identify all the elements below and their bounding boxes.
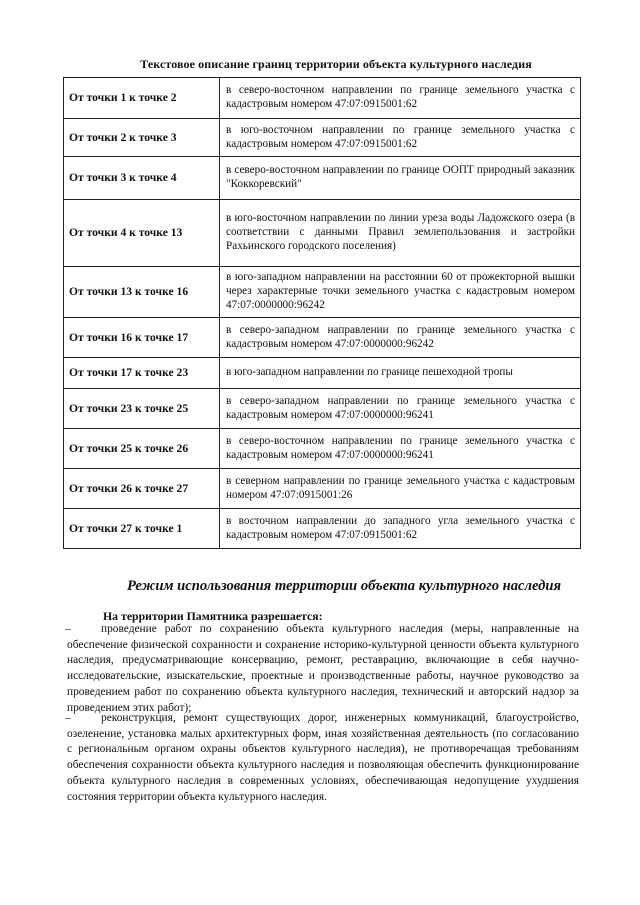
row-from-label: От точки 25 к точке 26 <box>64 429 220 469</box>
regime-item <box>67 622 579 716</box>
row-from-label: От точки 16 к точке 17 <box>64 318 220 358</box>
table-row <box>64 358 581 389</box>
dash-marker: – <box>65 623 71 635</box>
row-description: в юго-западном направлении на расстоянии 60 от прожекторной вышки через характерные точки земельного участка с кадастровым номером 47:07:0000000:96242 <box>220 267 581 318</box>
table-row <box>64 267 581 318</box>
table-row <box>64 119 581 157</box>
row-description: в северном направлении по границе земельного участка с кадастровым номером 47:07:0915001:26 <box>220 469 581 509</box>
row-from-label: От точки 23 к точке 25 <box>64 389 220 429</box>
regime-subheading: На территории Памятника разрешается: <box>103 609 323 623</box>
table-row <box>64 157 581 200</box>
dash-marker: – <box>65 712 71 724</box>
row-description: в юго-западном направлении по границе пешеходной тропы <box>220 358 581 389</box>
regime-title: Режим использования территории объекта культурного наследия <box>126 578 562 594</box>
row-from-label: От точки 27 к точке 1 <box>64 509 220 549</box>
row-description: в северо-восточном направлении по границе ООПТ природный заказник "Коккоревский" <box>220 157 581 200</box>
boundaries-table <box>63 77 581 549</box>
row-from-label: От точки 17 к точке 23 <box>64 358 220 389</box>
table-row <box>64 318 581 358</box>
table-row <box>64 78 581 119</box>
row-description: в северо-западном направлении по границе земельного участка с кадастровым номером 47:07:0000000:96242 <box>220 318 581 358</box>
row-description: в восточном направлении до западного угла земельного участка с кадастровым номером 47:07:0915001:62 <box>220 509 581 549</box>
row-from-label: От точки 13 к точке 16 <box>64 267 220 318</box>
row-from-label: От точки 1 к точке 2 <box>64 78 220 119</box>
boundaries-heading: Текстовое описание границ территории объекта культурного наследия <box>140 57 532 71</box>
table-row <box>64 429 581 469</box>
row-from-label: От точки 2 к точке 3 <box>64 119 220 157</box>
row-from-label: От точки 26 к точке 27 <box>64 469 220 509</box>
regime-item <box>67 711 579 805</box>
row-description: в северо-западном направлении по границе земельного участка с кадастровым номером 47:07:0000000:96241 <box>220 389 581 429</box>
row-description: в юго-восточном направлении по границе земельного участка с кадастровым номером 47:07:0915001:62 <box>220 119 581 157</box>
table-row <box>64 509 581 549</box>
table-row <box>64 200 581 267</box>
table-row <box>64 389 581 429</box>
row-description: в северо-восточном направлении по границе земельного участка с кадастровым номером 47:07:0915001:62 <box>220 78 581 119</box>
row-description: в северо-восточном направлении по границе земельного участка с кадастровым номером 47:07:0000000:96241 <box>220 429 581 469</box>
row-from-label: От точки 3 к точке 4 <box>64 157 220 200</box>
row-from-label: От точки 4 к точке 13 <box>64 200 220 267</box>
table-row <box>64 469 581 509</box>
regime-item-text: проведение работ по сохранению объекта культурного наследия (меры, направленные на обеспечение физической сохранности и сохранение историко-культурной ценности объекта культурного наследия, предусматривающие консервацию, ремонт, реставрацию, включающие в себя научно-исследовательские, изыскательские, проектные и производственные работы, научное руководство за проведением работ по сохранению объекта культурного наследия, технический и авторский надзор за проведением этих работ); <box>67 623 579 714</box>
regime-item-text: реконструкция, ремонт существующих дорог, инженерных коммуникаций, благоустройство, озеленение, установка малых архитектурных форм, иная хозяйственная деятельность (по согласованию с региональным органом охраны объектов культурного наследия), не противоречащая требованиям обеспечения сохранности объекта культурного наследия и позволяющая обеспечить функционирование объекта культурного наследия в современных условиях, обеспечивающая недопущение ухудшения состояния территории объекта культурного наследия. <box>67 712 579 803</box>
row-description: в юго-восточном направлении по линии уреза воды Ладожского озера (в соответствии с данными Правил землепользования и застройки Рахьинского городского поселения) <box>220 200 581 267</box>
